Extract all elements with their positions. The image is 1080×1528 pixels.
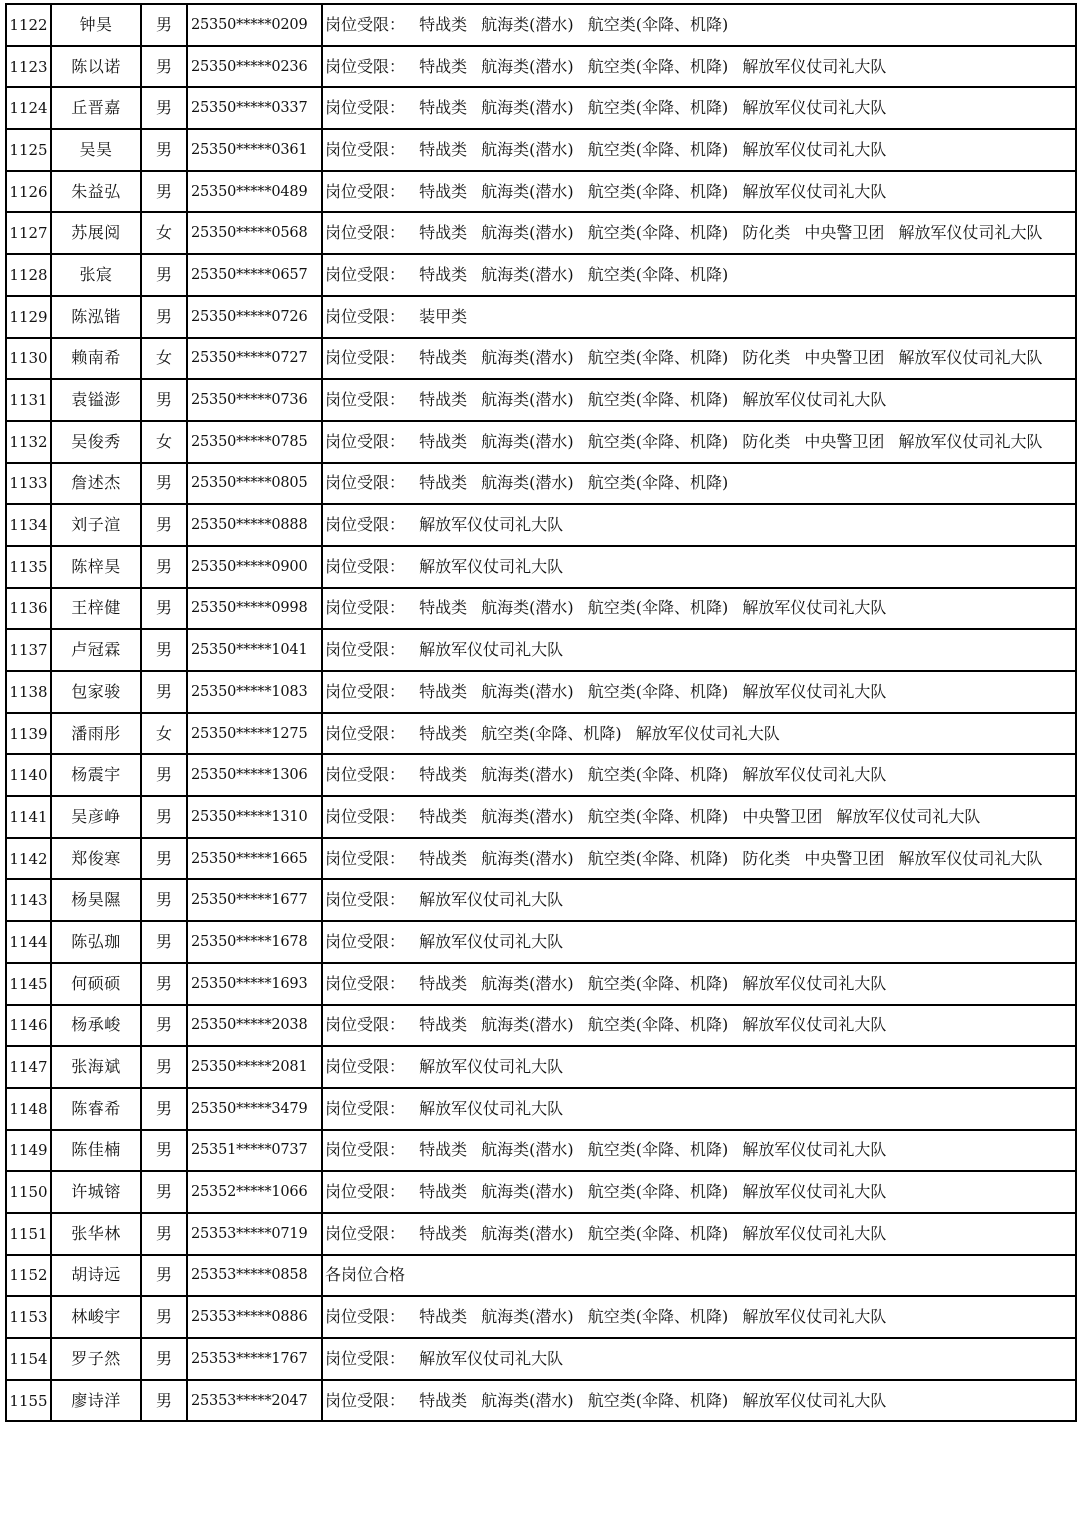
table-row [6,46,1076,88]
row-number: 1143 [6,879,51,921]
row-number: 1154 [6,1338,51,1380]
post-restriction-result: 岗位受限： 特战类 航海类(潜水) 航空类(伞降、机降) 解放军仪仗司礼大队 [322,1213,1076,1255]
table-row [6,838,1076,880]
candidate-id: 25350*****0785 [187,421,322,463]
candidate-name: 陈佳楠 [51,1130,141,1172]
candidate-name: 潘雨彤 [51,713,141,755]
post-restriction-result: 岗位受限： 特战类 航海类(潜水) 航空类(伞降、机降) 解放军仪仗司礼大队 [322,1005,1076,1047]
row-number: 1140 [6,754,51,796]
candidate-id: 25350*****2081 [187,1046,322,1088]
table-row [6,796,1076,838]
candidate-name: 包家骏 [51,671,141,713]
post-restriction-result: 岗位受限： 特战类 航海类(潜水) 航空类(伞降、机降) 中央警卫团 解放军仪仗司礼大队 [322,796,1076,838]
row-number: 1152 [6,1255,51,1297]
candidate-sex: 男 [141,1296,187,1338]
table-row [6,504,1076,546]
candidate-sex: 男 [141,671,187,713]
post-restriction-result: 岗位受限： 特战类 航海类(潜水) 航空类(伞降、机降) 防化类 中央警卫团 解放军仪仗司礼大队 [322,212,1076,254]
post-restriction-result: 岗位受限： 特战类 航海类(潜水) 航空类(伞降、机降) [322,254,1076,296]
row-number: 1128 [6,254,51,296]
candidate-sex: 女 [141,212,187,254]
candidate-name: 张海斌 [51,1046,141,1088]
row-number: 1131 [6,379,51,421]
candidate-name: 朱益弘 [51,171,141,213]
candidate-id: 25350*****0209 [187,4,322,46]
post-restriction-result: 岗位受限： 特战类 航海类(潜水) 航空类(伞降、机降) 解放军仪仗司礼大队 [322,379,1076,421]
results-table [5,3,1077,1422]
candidate-name: 胡诗远 [51,1255,141,1297]
post-restriction-result: 岗位受限： 解放军仪仗司礼大队 [322,629,1076,671]
post-restriction-result: 岗位受限： 特战类 航海类(潜水) 航空类(伞降、机降) 防化类 中央警卫团 解放军仪仗司礼大队 [322,338,1076,380]
post-restriction-result: 岗位受限： 特战类 航空类(伞降、机降) 解放军仪仗司礼大队 [322,713,1076,755]
candidate-id: 25351*****0737 [187,1130,322,1172]
post-restriction-result: 岗位受限： 特战类 航海类(潜水) 航空类(伞降、机降) [322,463,1076,505]
candidate-name: 杨震宇 [51,754,141,796]
candidate-sex: 男 [141,629,187,671]
candidate-name: 林峻宇 [51,1296,141,1338]
candidate-sex: 男 [141,171,187,213]
candidate-sex: 男 [141,379,187,421]
post-restriction-result: 岗位受限： 特战类 航海类(潜水) 航空类(伞降、机降) 解放军仪仗司礼大队 [322,46,1076,88]
post-restriction-result: 岗位受限： 特战类 航海类(潜水) 航空类(伞降、机降) 解放军仪仗司礼大队 [322,963,1076,1005]
candidate-id: 25350*****0489 [187,171,322,213]
candidate-sex: 男 [141,504,187,546]
table-row [6,921,1076,963]
post-restriction-result: 岗位受限： 解放军仪仗司礼大队 [322,1338,1076,1380]
candidate-sex: 男 [141,1380,187,1422]
post-restriction-result: 各岗位合格 [322,1255,1076,1297]
post-restriction-result: 岗位受限： 特战类 航海类(潜水) 航空类(伞降、机降) 解放军仪仗司礼大队 [322,87,1076,129]
candidate-id: 25350*****3479 [187,1088,322,1130]
candidate-sex: 女 [141,713,187,755]
candidate-id: 25350*****1306 [187,754,322,796]
table-row [6,296,1076,338]
candidate-name: 卢冠霖 [51,629,141,671]
table-row [6,4,1076,46]
candidate-name: 陈弘珈 [51,921,141,963]
row-number: 1129 [6,296,51,338]
table-row [6,1088,1076,1130]
candidate-id: 25350*****1665 [187,838,322,880]
candidate-sex: 男 [141,1046,187,1088]
candidate-name: 何硕硕 [51,963,141,1005]
row-number: 1141 [6,796,51,838]
post-restriction-result: 岗位受限： 特战类 航海类(潜水) 航空类(伞降、机降) 解放军仪仗司礼大队 [322,1296,1076,1338]
table-row [6,1380,1076,1422]
table-row [6,588,1076,630]
post-restriction-result: 岗位受限： 解放军仪仗司礼大队 [322,1088,1076,1130]
table-row [6,1338,1076,1380]
candidate-name: 袁镒澎 [51,379,141,421]
candidate-name: 杨承峻 [51,1005,141,1047]
table-row [6,546,1076,588]
row-number: 1148 [6,1088,51,1130]
candidate-name: 丘晋嘉 [51,87,141,129]
candidate-name: 陈睿希 [51,1088,141,1130]
candidate-sex: 男 [141,1088,187,1130]
row-number: 1155 [6,1380,51,1422]
row-number: 1142 [6,838,51,880]
candidate-id: 25350*****2038 [187,1005,322,1047]
results-sheet [5,3,1077,1422]
candidate-name: 苏展阅 [51,212,141,254]
table-row [6,1296,1076,1338]
post-restriction-result: 岗位受限： 解放军仪仗司礼大队 [322,1046,1076,1088]
post-restriction-result: 岗位受限： 特战类 航海类(潜水) 航空类(伞降、机降) [322,4,1076,46]
candidate-name: 詹述杰 [51,463,141,505]
row-number: 1122 [6,4,51,46]
candidate-sex: 男 [141,1255,187,1297]
row-number: 1133 [6,463,51,505]
table-row [6,754,1076,796]
row-number: 1137 [6,629,51,671]
table-row [6,1255,1076,1297]
candidate-id: 25350*****0998 [187,588,322,630]
table-row [6,171,1076,213]
candidate-name: 王梓健 [51,588,141,630]
candidate-sex: 男 [141,1338,187,1380]
candidate-sex: 男 [141,963,187,1005]
post-restriction-result: 岗位受限： 装甲类 [322,296,1076,338]
candidate-sex: 男 [141,796,187,838]
row-number: 1132 [6,421,51,463]
row-number: 1130 [6,338,51,380]
row-number: 1134 [6,504,51,546]
candidate-sex: 女 [141,338,187,380]
row-number: 1147 [6,1046,51,1088]
table-row [6,1171,1076,1213]
candidate-id: 25350*****1310 [187,796,322,838]
candidate-id: 25350*****0726 [187,296,322,338]
row-number: 1146 [6,1005,51,1047]
row-number: 1151 [6,1213,51,1255]
table-row [6,338,1076,380]
candidate-sex: 男 [141,296,187,338]
candidate-id: 25350*****1678 [187,921,322,963]
post-restriction-result: 岗位受限： 特战类 航海类(潜水) 航空类(伞降、机降) 解放军仪仗司礼大队 [322,171,1076,213]
row-number: 1136 [6,588,51,630]
row-number: 1124 [6,87,51,129]
candidate-sex: 男 [141,1213,187,1255]
table-row [6,421,1076,463]
row-number: 1150 [6,1171,51,1213]
candidate-sex: 男 [141,838,187,880]
candidate-id: 25350*****1083 [187,671,322,713]
candidate-name: 张宸 [51,254,141,296]
candidate-id: 25350*****0657 [187,254,322,296]
post-restriction-result: 岗位受限： 特战类 航海类(潜水) 航空类(伞降、机降) 防化类 中央警卫团 解放军仪仗司礼大队 [322,421,1076,463]
table-row [6,212,1076,254]
row-number: 1139 [6,713,51,755]
candidate-id: 25350*****0568 [187,212,322,254]
row-number: 1123 [6,46,51,88]
candidate-name: 许城镕 [51,1171,141,1213]
candidate-id: 25350*****1693 [187,963,322,1005]
candidate-name: 罗子然 [51,1338,141,1380]
candidate-sex: 男 [141,46,187,88]
candidate-sex: 男 [141,546,187,588]
candidate-name: 陈以诺 [51,46,141,88]
row-number: 1149 [6,1130,51,1172]
post-restriction-result: 岗位受限： 特战类 航海类(潜水) 航空类(伞降、机降) 解放军仪仗司礼大队 [322,129,1076,171]
candidate-name: 杨昊隰 [51,879,141,921]
table-row [6,879,1076,921]
candidate-id: 25353*****1767 [187,1338,322,1380]
post-restriction-result: 岗位受限： 特战类 航海类(潜水) 航空类(伞降、机降) 解放军仪仗司礼大队 [322,754,1076,796]
candidate-id: 25350*****0337 [187,87,322,129]
post-restriction-result: 岗位受限： 特战类 航海类(潜水) 航空类(伞降、机降) 解放军仪仗司礼大队 [322,1380,1076,1422]
table-row [6,379,1076,421]
post-restriction-result: 岗位受限： 特战类 航海类(潜水) 航空类(伞降、机降) 解放军仪仗司礼大队 [322,1171,1076,1213]
table-row [6,629,1076,671]
candidate-name: 赖南希 [51,338,141,380]
row-number: 1127 [6,212,51,254]
candidate-sex: 男 [141,754,187,796]
post-restriction-result: 岗位受限： 特战类 航海类(潜水) 航空类(伞降、机降) 解放军仪仗司礼大队 [322,588,1076,630]
row-number: 1125 [6,129,51,171]
row-number: 1153 [6,1296,51,1338]
candidate-sex: 男 [141,1005,187,1047]
table-row [6,963,1076,1005]
row-number: 1126 [6,171,51,213]
candidate-name: 吴俊秀 [51,421,141,463]
candidate-sex: 女 [141,421,187,463]
post-restriction-result: 岗位受限： 特战类 航海类(潜水) 航空类(伞降、机降) 解放军仪仗司礼大队 [322,1130,1076,1172]
results-table-body [6,4,1076,1421]
candidate-sex: 男 [141,4,187,46]
candidate-sex: 男 [141,129,187,171]
post-restriction-result: 岗位受限： 特战类 航海类(潜水) 航空类(伞降、机降) 解放军仪仗司礼大队 [322,671,1076,713]
candidate-name: 张华林 [51,1213,141,1255]
candidate-name: 吴昊 [51,129,141,171]
candidate-id: 25350*****1275 [187,713,322,755]
candidate-name: 廖诗洋 [51,1380,141,1422]
table-row [6,1213,1076,1255]
candidate-name: 陈泓锴 [51,296,141,338]
candidate-id: 25350*****0805 [187,463,322,505]
table-row [6,129,1076,171]
candidate-sex: 男 [141,1171,187,1213]
candidate-id: 25350*****1041 [187,629,322,671]
candidate-name: 吴彦峥 [51,796,141,838]
row-number: 1138 [6,671,51,713]
table-row [6,254,1076,296]
row-number: 1145 [6,963,51,1005]
candidate-id: 25353*****0886 [187,1296,322,1338]
candidate-name: 刘子渲 [51,504,141,546]
candidate-sex: 男 [141,921,187,963]
candidate-sex: 男 [141,254,187,296]
candidate-id: 25350*****1677 [187,879,322,921]
table-row [6,1005,1076,1047]
table-row [6,87,1076,129]
table-row [6,463,1076,505]
candidate-id: 25353*****0719 [187,1213,322,1255]
post-restriction-result: 岗位受限： 解放军仪仗司礼大队 [322,879,1076,921]
candidate-id: 25350*****0236 [187,46,322,88]
candidate-name: 陈梓昊 [51,546,141,588]
candidate-id: 25353*****0858 [187,1255,322,1297]
candidate-id: 25350*****0736 [187,379,322,421]
table-row [6,1130,1076,1172]
post-restriction-result: 岗位受限： 解放军仪仗司礼大队 [322,546,1076,588]
candidate-sex: 男 [141,588,187,630]
candidate-id: 25352*****1066 [187,1171,322,1213]
table-row [6,1046,1076,1088]
row-number: 1144 [6,921,51,963]
candidate-sex: 男 [141,463,187,505]
candidate-id: 25353*****2047 [187,1380,322,1422]
row-number: 1135 [6,546,51,588]
table-row [6,671,1076,713]
candidate-id: 25350*****0900 [187,546,322,588]
post-restriction-result: 岗位受限： 解放军仪仗司礼大队 [322,921,1076,963]
post-restriction-result: 岗位受限： 解放军仪仗司礼大队 [322,504,1076,546]
candidate-id: 25350*****0727 [187,338,322,380]
candidate-name: 郑俊寒 [51,838,141,880]
table-row [6,713,1076,755]
candidate-id: 25350*****0361 [187,129,322,171]
candidate-id: 25350*****0888 [187,504,322,546]
candidate-sex: 男 [141,879,187,921]
candidate-name: 钟昊 [51,4,141,46]
post-restriction-result: 岗位受限： 特战类 航海类(潜水) 航空类(伞降、机降) 防化类 中央警卫团 解放军仪仗司礼大队 [322,838,1076,880]
candidate-sex: 男 [141,87,187,129]
candidate-sex: 男 [141,1130,187,1172]
